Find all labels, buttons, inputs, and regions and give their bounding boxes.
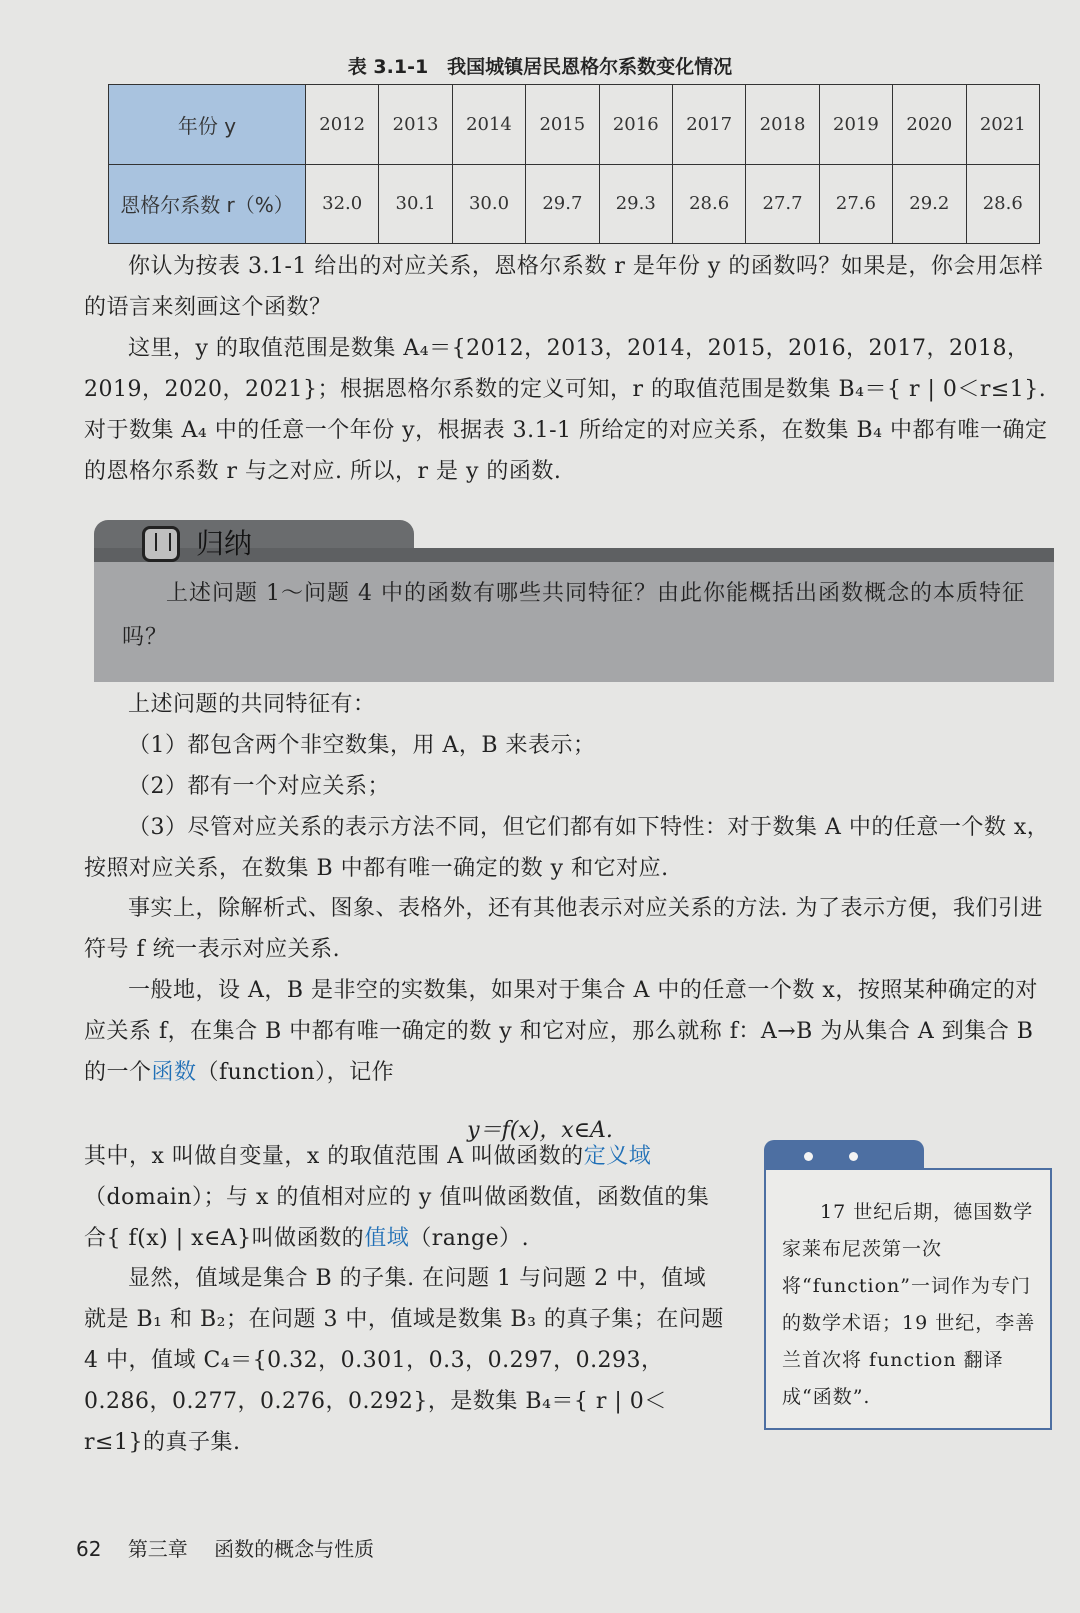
year-cell: 2021 [966,85,1039,165]
year-cell: 2018 [746,85,819,165]
engel-value-cell: 27.6 [819,164,892,244]
engel-row-header: 恩格尔系数 r（%） [109,164,306,244]
engel-value-cell: 29.7 [526,164,599,244]
engel-value-cell: 29.3 [599,164,672,244]
summary-box [94,520,1054,682]
domain-range-paragraph [84,1136,724,1259]
year-cell: 2012 [306,85,379,165]
year-cell: 2016 [599,85,672,165]
year-cell: 2017 [672,85,745,165]
side-note-text: 17 世纪后期，德国数学家莱布尼茨第一次将“function”一词作为专门的数学术语；19 世纪，李善兰首次将 function 翻译成“函数”. [764,1168,1052,1430]
page-number: 62 [76,1537,102,1561]
year-cell: 2019 [819,85,892,165]
feature-item-1: （1）都包含两个非空数集，用 A，B 来表示； [128,733,596,758]
engel-value-cell: 30.1 [379,164,452,244]
feature-item-2: （2）都有一个对应关系； [128,774,390,799]
definition-paragraph [84,970,1054,1093]
engel-value-cell: 30.0 [452,164,525,244]
chapter-title: 函数的概念与性质 [214,1537,375,1561]
term-function: 函数 [151,1060,197,1085]
engel-value-cell: 29.2 [893,164,966,244]
range-paragraph: 显然，值域是集合 B 的子集. 在问题 1 与问题 2 中，值域就是 B₁ 和 B₂；在问题 3 中，值域是数集 B₃ 的真子集；在问题 4 中，值域 C₄＝{0.32，0.301，0.3，0.297，0.293，0.286，0.277，0.276，0.292}，是数集 B₄＝{ r | 0＜r≤1}的真子集. [84,1266,724,1455]
chapter-label: 第三章 [127,1537,188,1561]
summary-text: 上述问题 1～问题 4 中的函数有哪些共同特征？由此你能概括出函数概念的本质特征吗？ [94,562,1054,682]
term-domain: 定义域 [583,1144,652,1169]
page-footer [76,1533,394,1562]
year-row-header: 年份 y [109,85,306,165]
function-formula: y＝f(x)，x∈A. [467,1118,613,1143]
definition-text-end: （function），记作 [196,1060,395,1085]
domain-text-end: （range）. [409,1226,530,1251]
note-dot [804,1152,813,1161]
engel-value-cell: 28.6 [966,164,1039,244]
table-row [109,164,1040,244]
features-list [84,684,1054,889]
summary-title: 归纳 [196,527,253,560]
term-range: 值域 [364,1226,410,1251]
explanation-paragraph: 这里，y 的取值范围是数集 A₄＝{2012，2013，2014，2015，2016，2017，2018，2019，2020，2021}；根据恩格尔系数的定义可知，r 的取值范围是数集 B₄＝{ r | 0＜r≤1}. 对于数集 A₄ 中的任意一个年份 y，根据表 3.1-1 所给定的对应关系，在数集 B₄ 中都有唯一确定的恩格尔系数 r 与之对应. 所以，r 是 y 的函数. [84,336,1048,484]
question-paragraph: 你认为按表 3.1-1 给出的对应关系，恩格尔系数 r 是年份 y 的函数吗？如果是，你会用怎样的语言来刻画这个函数？ [84,254,1044,320]
notation-paragraph: 事实上，除解析式、图象、表格外，还有其他表示对应关系的方法. 为了表示方便，我们引进符号 f 统一表示对应关系. [84,896,1043,962]
history-side-note [764,1140,1058,1430]
engel-value-cell: 28.6 [672,164,745,244]
domain-text-middle: （domain）；与 x 的值相对应的 y 值叫做函数值，函数值的集合{ f(x) | x∈A}叫做函数的 [84,1185,710,1251]
book-icon [142,526,180,562]
engel-value-cell: 27.7 [746,164,819,244]
table-caption: 表 3.1-1 我国城镇居民恩格尔系数变化情况 [347,56,733,78]
year-cell: 2014 [452,85,525,165]
engel-coefficient-table [108,84,1040,244]
domain-text: 其中，x 叫做自变量，x 的取值范围 A 叫做函数的 [84,1144,584,1169]
note-dot [849,1152,858,1161]
feature-item-3: （3）尽管对应关系的表示方法不同，但它们都有如下特性：对于数集 A 中的任意一个数 x，按照对应关系，在数集 B 中都有唯一确定的数 y 和它对应. [84,815,1050,881]
year-cell: 2013 [379,85,452,165]
year-cell: 2020 [893,85,966,165]
table-row [109,85,1040,165]
features-intro: 上述问题的共同特征有： [128,692,376,717]
definition-text: 一般地，设 A，B 是非空的实数集，如果对于集合 A 中的任意一个数 x，按照某种确定的对应关系 f，在集合 B 中都有唯一确定的数 y 和它对应，那么就称 f：A→B 为从集合 A 到集合 B 的一个 [84,978,1038,1085]
year-cell: 2015 [526,85,599,165]
engel-value-cell: 32.0 [306,164,379,244]
